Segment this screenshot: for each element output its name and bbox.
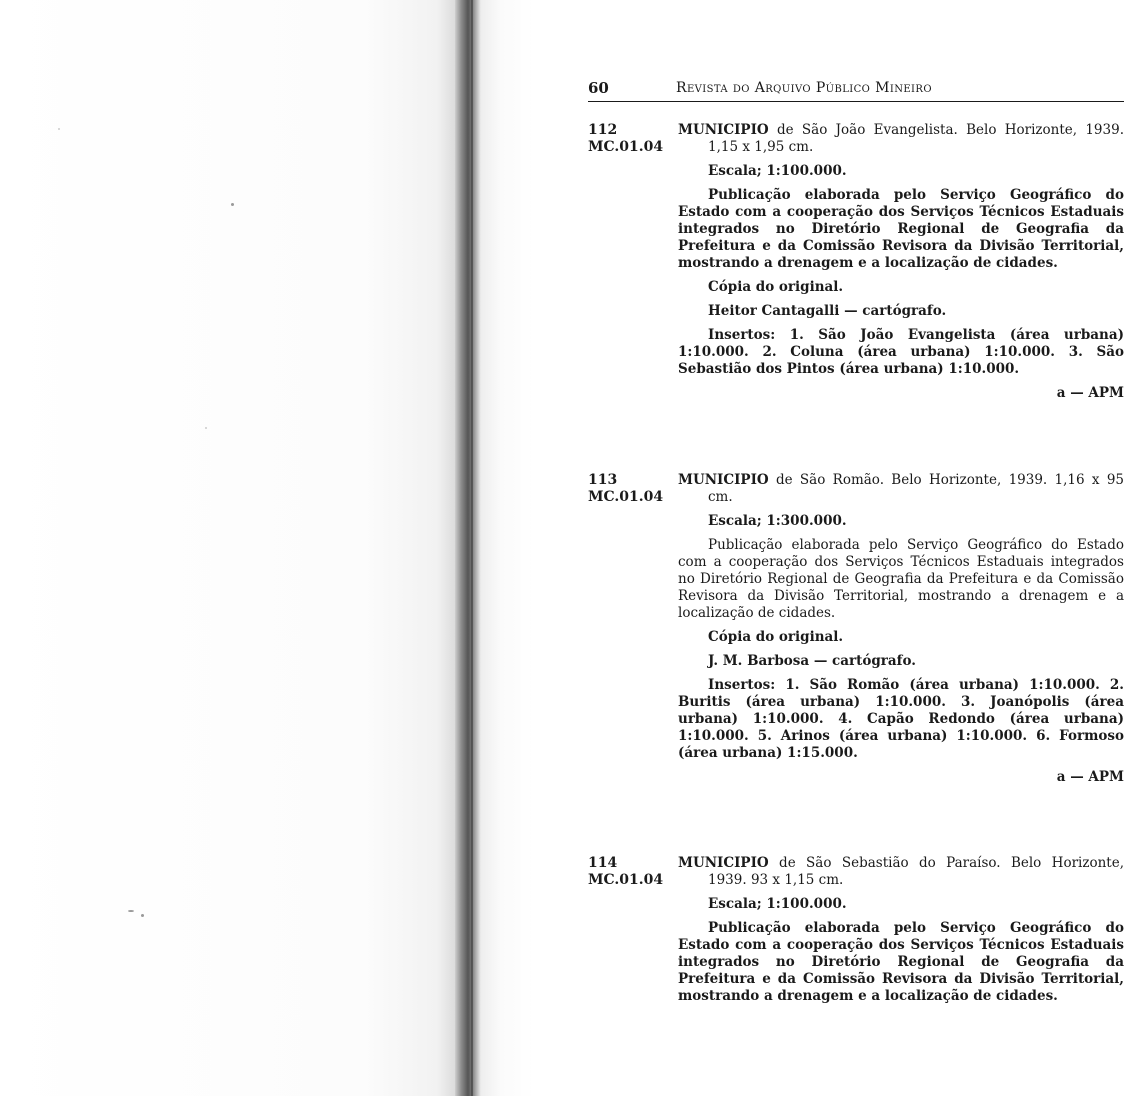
paper-speck	[231, 203, 234, 206]
entry-code: MC.01.04	[588, 489, 664, 505]
entry-scale: Escala; 1:100.000.	[708, 163, 847, 179]
entry-scale: Escala; 1:300.000.	[708, 513, 847, 529]
entry-body	[678, 855, 1124, 1005]
gutter-shadow-line	[471, 0, 473, 1096]
entry-scale: Escala; 1:100.000.	[708, 896, 847, 912]
entry-description: Publicação elaborada pelo Serviço Geográfico do Estado com a cooperação dos Serviços Técnicos Estaduais integrados no Diretório Regional de Geografia da Prefeitura e da Comissão Revisora da Divisão Territorial, mostrando a drenagem e a localização de cidades.	[678, 920, 1124, 1004]
entry-inserts: Insertos: 1. São João Evangelista (área urbana) 1:10.000. 2. Coluna (área urbana) 1:10.000. 3. São Sebastião dos Pintos (área urbana) 1:10.000.	[678, 327, 1124, 377]
paper-speck	[205, 427, 207, 429]
entry-location: a — APM	[1056, 769, 1124, 785]
entry-number: 113	[588, 472, 618, 488]
entry-author: J. M. Barbosa — cartógrafo.	[708, 653, 916, 669]
entry-title	[678, 855, 1124, 889]
page-header	[588, 79, 1124, 102]
entry-description: Publicação elaborada pelo Serviço Geográfico do Estado com a cooperação dos Serviços Técnicos Estaduais integrados no Diretório Regional de Geografia da Prefeitura e da Comissão Revisora da Divisão Territorial, mostrando a drenagem e a localização de cidades.	[678, 187, 1124, 271]
entry-title-lead: MUNICIPIO	[678, 472, 769, 488]
entry-code: MC.01.04	[588, 872, 664, 888]
entry-number: 114	[588, 855, 618, 871]
entry-description: Publicação elaborada pelo Serviço Geográfico do Estado com a cooperação dos Serviços Técnicos Estaduais integrados no Diretório Regional de Geografia da Prefeitura e da Comissão Revisora da Divisão Territorial, mostrando a drenagem e a localização de cidades.	[678, 537, 1124, 621]
entry-copy-note: Cópia do original.	[708, 279, 844, 295]
paper-speck	[128, 910, 134, 912]
entry-identifier	[588, 472, 663, 506]
entry-inserts: Insertos: 1. São Romão (área urbana) 1:10.000. 2. Buritis (área urbana) 1:10.000. 3. Joanópolis (área urbana) 1:10.000. 4. Capão Redondo (área urbana) 1:10.000. 5. Arinos (área urbana) 1:10.000. 6. Formoso (área urbana) 1:15.000.	[678, 677, 1124, 761]
page-number: 60	[588, 79, 609, 97]
book-gutter	[455, 0, 481, 1096]
entry-identifier	[588, 122, 663, 156]
paper-speck	[58, 128, 60, 130]
entry-title-rest: de São João Evangelista. Belo Horizonte, 1939. 1,15 x 1,95 cm.	[708, 122, 1124, 155]
entry-body	[678, 122, 1124, 402]
entry-identifier	[588, 855, 663, 889]
entry-location: a — APM	[1056, 385, 1124, 401]
entry-copy-note: Cópia do original.	[708, 629, 844, 645]
entry-author: Heitor Cantagalli — cartógrafo.	[708, 303, 947, 319]
entry-number: 112	[588, 122, 618, 138]
entry-title-rest: de São Romão. Belo Horizonte, 1939. 1,16 x 95 cm.	[708, 472, 1124, 505]
entry-title-lead: MUNICIPIO	[678, 122, 769, 138]
entry-title-lead: MUNICIPIO	[678, 855, 769, 871]
entry-title	[678, 122, 1124, 156]
running-title: Revista do Arquivo Público Mineiro	[676, 80, 932, 96]
entry-code: MC.01.04	[588, 139, 664, 155]
paper-speck	[141, 914, 144, 917]
entry-title	[678, 472, 1124, 506]
left-page-blank	[0, 0, 455, 1096]
entry-body	[678, 472, 1124, 786]
entry-title-rest: de São Sebastião do Paraíso. Belo Horizonte, 1939. 93 x 1,15 cm.	[708, 855, 1124, 888]
